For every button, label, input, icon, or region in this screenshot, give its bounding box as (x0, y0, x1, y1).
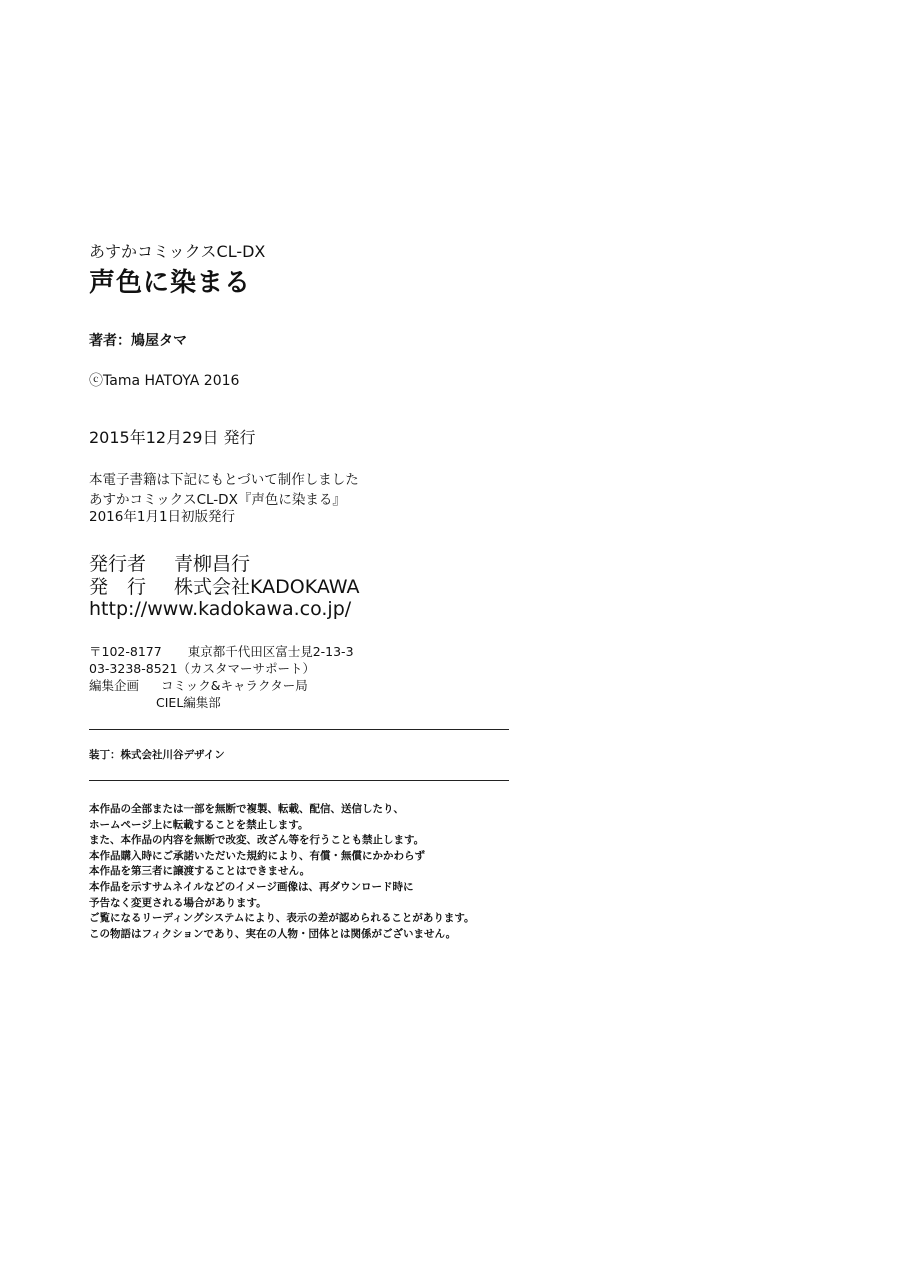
notice-line: 本作品購入時にご承諾いただいた規約により、有償・無償にかかわらず (89, 849, 425, 862)
notice-line: ホームページ上に転載することを禁止します。 (89, 818, 309, 831)
notice-line: 予告なく変更される場合があります。 (89, 896, 267, 909)
publisher-name: 青柳昌行 (174, 553, 251, 575)
copyright-notice: ⓒTama HATOYA 2016 (89, 373, 240, 389)
publish-date: 2015年12月29日 発行 (89, 428, 256, 447)
notice-line: ご覧になるリーディングシステムにより、表示の差が認められることがあります。 (89, 912, 475, 925)
divider-line (89, 780, 509, 781)
phone-number: 03-3238-8521（カスタマーサポート） (89, 661, 316, 676)
editorial-dept: コミック&キャラクター局 (161, 678, 308, 693)
ebook-note-line: 2016年1月1日初版発行 (89, 509, 236, 525)
ebook-note-line: あすかコミックスCL-DX『声色に染まる』 (89, 492, 346, 508)
address-row (89, 646, 354, 659)
notice-line: また、本作品の内容を無断で改変、改ざん等を行うことも禁止します。 (89, 834, 425, 847)
divider-line (89, 729, 509, 730)
publishing-company-row (89, 578, 360, 597)
book-title: 声色に染まる (89, 268, 252, 298)
postal-code: 〒102-8177 (89, 644, 162, 659)
editorial-unit: CIEL編集部 (156, 695, 221, 710)
street-address: 東京都千代田区富士見2-13-3 (187, 644, 354, 659)
publishing-company: 株式会社KADOKAWA (174, 576, 360, 598)
notice-line: 本作品を示すサムネイルなどのイメージ画像は、再ダウンロード時に (89, 880, 414, 893)
rights-notice (89, 802, 475, 942)
editorial-label: 編集企画 (89, 678, 140, 693)
notice-line: この物語はフィクションであり、実在の人物・団体とは関係がございません。 (89, 927, 457, 940)
series-name: あすかコミックスCL-DX (89, 242, 266, 261)
publisher-website: http://www.kadokawa.co.jp/ (89, 598, 352, 620)
publishing-label: 発 行 (89, 576, 147, 598)
publisher-row (89, 555, 250, 574)
notice-line: 本作品の全部または一部を無断で複製、転載、配信、送信したり、 (89, 803, 404, 815)
ebook-note-line: 本電子書籍は下記にもとづいて制作しました (89, 472, 359, 488)
publisher-label: 発行者 (89, 553, 147, 575)
design-credit: 装丁：株式会社川谷デザイン (89, 749, 225, 761)
author-credit: 著者：鳩屋タマ (89, 333, 187, 349)
editorial-row (89, 680, 308, 693)
notice-line: 本作品を第三者に譲渡することはできません。 (89, 865, 311, 878)
